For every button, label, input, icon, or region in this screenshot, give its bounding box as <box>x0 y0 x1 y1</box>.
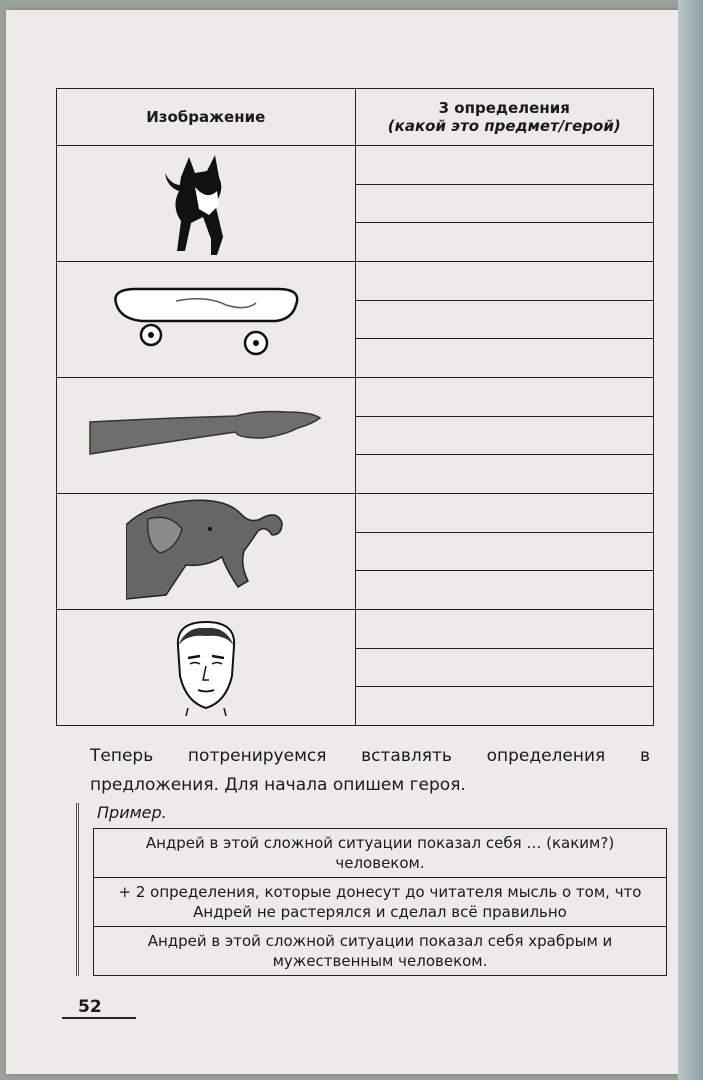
elephant-image <box>57 494 356 610</box>
page-number: 52 <box>62 997 136 1019</box>
man-face-image <box>57 610 356 726</box>
table-row <box>57 262 654 378</box>
exercise-table <box>56 88 654 726</box>
definition-lines[interactable] <box>355 262 654 378</box>
table-row <box>57 146 654 262</box>
hand-image <box>57 378 356 494</box>
definition-lines[interactable] <box>355 378 654 494</box>
example-row-task: Андрей в этой сложной ситуации показал себя … (каким?) человеком. <box>93 828 667 878</box>
table-row <box>57 610 654 726</box>
cat-icon <box>161 147 251 257</box>
table-row <box>57 494 654 610</box>
col-header-definitions-sub: (какой это предмет/герой) <box>387 117 621 135</box>
definition-lines[interactable] <box>355 610 654 726</box>
cat-image <box>57 146 356 262</box>
col-header-definitions-label: 3 определения <box>438 99 570 117</box>
hand-icon <box>86 404 326 464</box>
table-row <box>57 378 654 494</box>
man-face-icon <box>166 616 246 716</box>
col-header-definitions <box>355 89 654 146</box>
col-header-image <box>57 89 356 146</box>
definition-lines[interactable] <box>355 146 654 262</box>
example-row-hint: + 2 определения, которые донесут до читателя мысль о том, что Андрей не растерялся и сделал всё правильно <box>93 878 667 927</box>
elephant-icon <box>126 495 286 605</box>
skateboard-icon <box>106 273 306 363</box>
example-title: Пример. <box>97 803 167 822</box>
table-header-row <box>57 89 654 146</box>
example-block <box>76 803 667 976</box>
skateboard-image <box>57 262 356 378</box>
col-header-image-label: Изображение <box>146 108 266 126</box>
example-row-answer: Андрей в этой сложной ситуации показал себя храбрым и мужественным человеком. <box>93 927 667 976</box>
page-edge <box>678 0 703 1080</box>
intro-paragraph: Теперь потренируемся вставлять определения в предложения. Для начала опишем героя. <box>90 746 650 795</box>
definition-lines[interactable] <box>355 494 654 610</box>
